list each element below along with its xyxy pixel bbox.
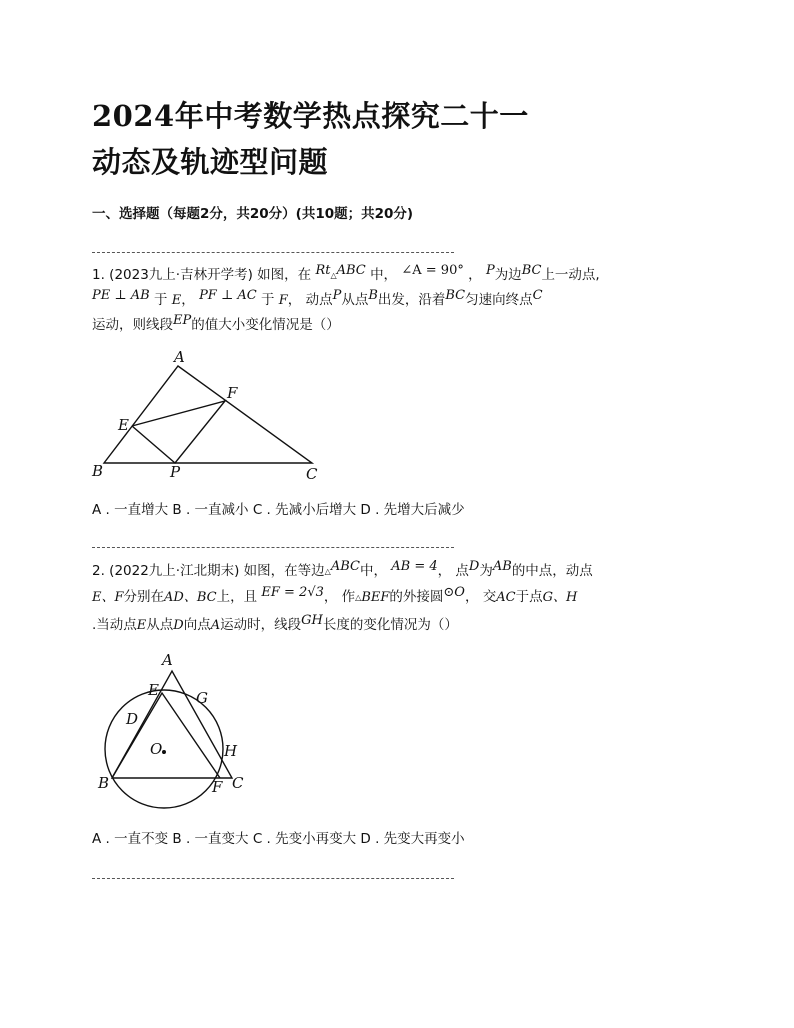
triangle-icon: △ [330,271,337,280]
q2-text: .当动点 [92,617,137,633]
divider-2 [92,547,454,548]
q2-label-d: D [126,710,139,728]
q1-source: 1. (2023九上·吉林开学考) [92,267,253,283]
q1-text: 为边 [494,267,522,283]
q1-text: 从点 [341,292,369,308]
q2-label-o: O. [150,740,167,758]
q2-math-ef: E、F [92,590,124,605]
q1-math-p: P [485,263,495,278]
q1-label-a: A [174,348,185,366]
q2-label-a: A [162,651,173,669]
q2-label-e: E [148,681,159,699]
q1-text: 如图，在 [257,267,312,283]
q1-math-rt: Rt [315,263,331,278]
q1-math-c: C [532,288,543,303]
q2-math-gh: GH [301,613,323,628]
q2-math-bef: BEF [361,590,390,605]
q1-options[interactable]: A . 一直增大 B . 一直减小 C . 先减小后增大 D . 先增大后减少 [92,502,465,518]
document-title-line1: 2024年中考数学热点探究二十一 [92,99,529,133]
q1-math-abc: ABC [336,263,366,278]
q2-text: 分别在 [123,589,165,605]
q1-label-p: P [170,463,181,481]
q2-line1 [92,560,692,584]
q2-math-d: D [468,559,480,574]
q2-math-ef-eq: EF = 2√3 [261,585,324,600]
q2-line2 [92,586,692,610]
q2-math-circle-o: ⊙O [443,585,465,600]
q2-label-g: G [196,689,208,707]
q2-text: 的外接圆 [389,589,444,605]
q2-math-ab4: AB = 4 [391,559,438,574]
q1-label-c: C [306,465,318,483]
document-title-line2: 动态及轨迹型问题 [92,145,329,179]
q2-math-a: A [210,618,221,633]
q1-line1 [92,264,692,288]
q2-math-abc: ABC [330,559,360,574]
q1-math-e: E [171,293,182,308]
divider-1 [92,252,454,253]
q2-math-e: E [136,618,147,633]
q2-math-ad-bc: AD、BC [164,590,217,605]
q2-label-c: C [232,774,244,792]
q1-text: 上一动点, [541,267,600,283]
q1-label-f: F [227,384,238,402]
q2-figure [92,648,262,818]
q2-text: ， 作 [323,589,356,605]
q1-text: 中， [370,267,398,283]
q1-text: 匀速向终点 [465,292,533,308]
q1-math-bc: BC [445,288,466,303]
q1-math-ep: EP [173,313,192,328]
q2-text: 上，且 [216,589,258,605]
section-heading: 一、选择题（每题2分，共20分）(共10题；共20分) [92,206,414,222]
q1-text: ， [181,292,195,308]
q2-math-ab: AB [492,559,512,574]
q2-label-b: B [98,774,110,792]
q2-source: 2. (2022九上·江北期末) [92,563,240,579]
q2-label-f: F [212,778,223,796]
q1-triangle-abc [104,366,312,463]
q1-label-b: B [92,462,104,480]
q1-math-p: P [332,288,342,303]
q2-line3 [92,614,692,637]
q2-text: 长度的变化情况为（） [322,617,458,633]
q1-math-angle: ∠A = 90° [401,263,464,278]
q1-line2 [92,289,692,312]
q1-text: ， 动点 [287,292,333,308]
q1-figure [88,348,328,483]
q2-text: 中， [359,563,387,579]
q1-text: 于 [153,292,168,308]
q1-text: ， [468,267,482,283]
q2-text: 运动时，线段 [220,617,302,633]
q2-text: 于点 [515,589,543,605]
q1-math-pe-ab: PE ⊥ AB [92,288,150,303]
q1-math-pf-ac: PF ⊥ AC [199,288,257,303]
q2-label-h: H [224,742,238,760]
q2-math-d: D [173,618,184,633]
q2-text: 的中点，动点 [511,563,593,579]
q1-text: 于 [260,292,275,308]
q1-label-e: E [118,416,129,434]
q1-rectangle-epf [132,401,225,463]
q1-math-b: B [368,288,378,303]
q2-text: ， 交 [464,589,497,605]
q1-math-f: F [278,293,288,308]
q2-math-ac: AC [496,590,516,605]
triangle-icon: △ [324,567,331,576]
q1-text: 的值大小变化情况是（） [191,317,340,333]
divider-3 [92,878,454,879]
q1-line3 [92,314,692,337]
q1-math-bc: BC [521,263,542,278]
q2-text: 为 [479,563,493,579]
q2-text: 如图，在等边 [243,563,325,579]
q2-options[interactable]: A . 一直不变 B . 一直变大 C . 先变小再变大 D . 先变大再变小 [92,831,465,847]
q2-math-gh: G、H [542,590,578,605]
q2-text: 从点 [146,617,174,633]
q2-text: 向点 [183,617,211,633]
triangle-icon: △ [355,593,362,602]
q1-text: 运动，则线段 [92,317,173,333]
q1-text: 出发，沿着 [377,292,446,308]
q2-text: ， 点 [437,563,469,579]
